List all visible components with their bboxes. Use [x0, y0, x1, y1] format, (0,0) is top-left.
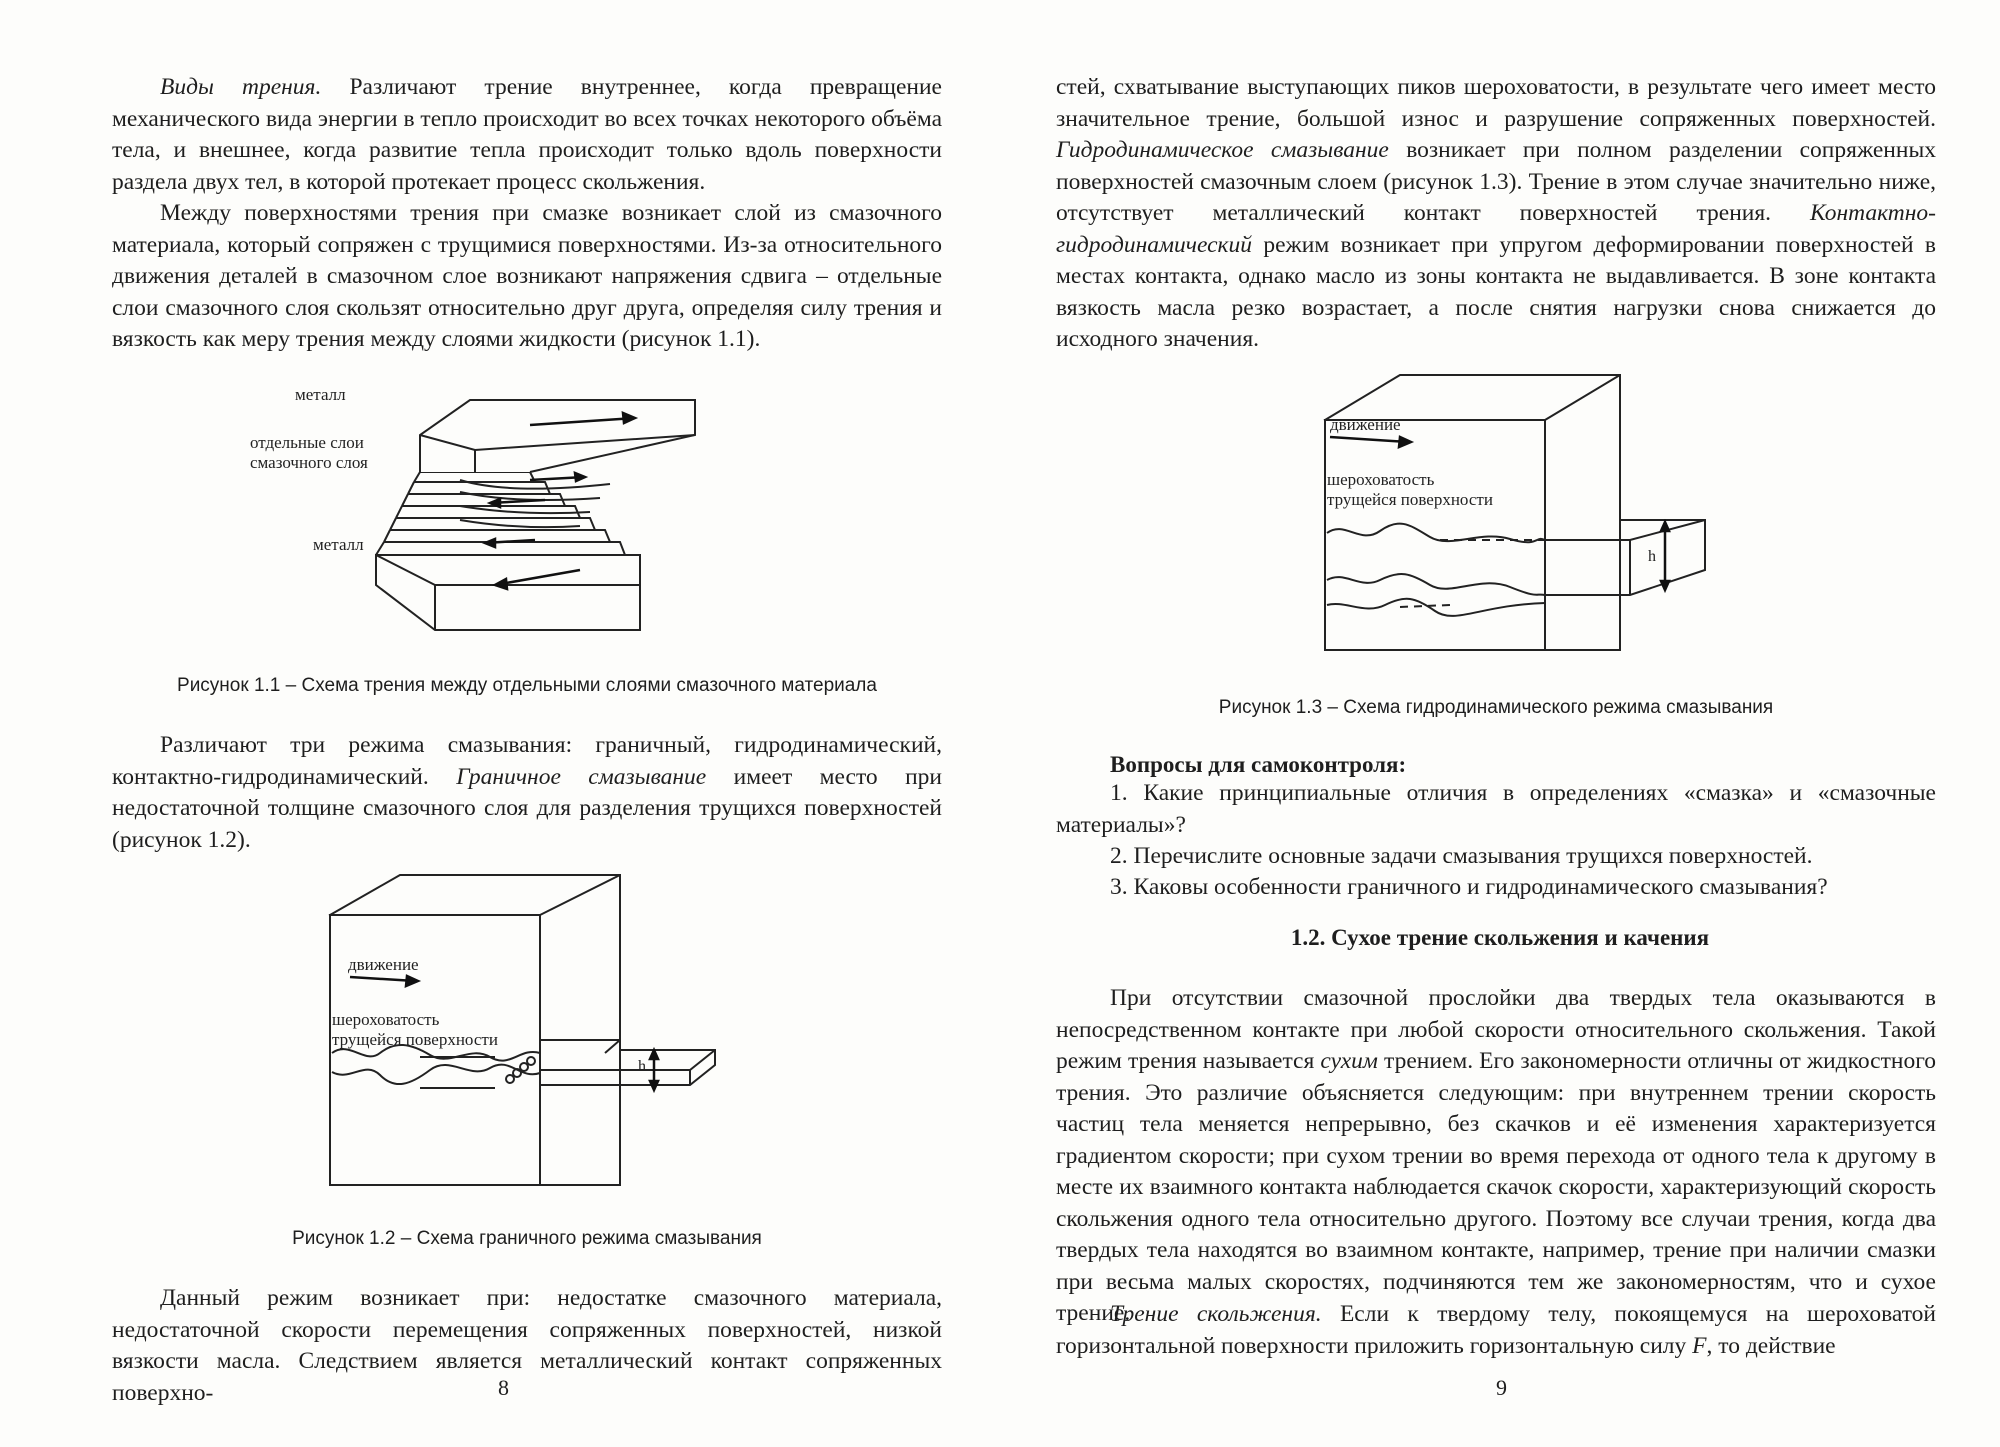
paragraph-lubrication-modes [112, 730, 942, 856]
paragraph-text: , то действие [1706, 1332, 1836, 1359]
paragraph-text: Различают три режима смазывания: граничный, гидродинамический, контактно-гидродинамический. [112, 732, 942, 790]
figure-1-2-boundary [320, 875, 720, 1195]
paragraph-friction-types [112, 72, 942, 198]
questions-title: Вопросы для самоконтроля: [1110, 752, 1407, 777]
label-roughness-line1: шероховатость [332, 1010, 440, 1029]
paragraph-text: возникает при полном разделении сопряженных поверхностей смазочным слоем (рисунок 1.3). Трение в этом случае значительно ниже, отсутствует металлический контакт поверхностей трения. [1056, 137, 1936, 226]
label-metal-bottom: металл [313, 535, 364, 554]
page-number-left: 8 [498, 1375, 509, 1400]
paragraph-text: При отсутствии смазочной прослойки два твердых тела оказываются в непосредственном контакте при любой скорости относительного скольжения. Такой режим трения называется [1056, 985, 1936, 1074]
label-h: h [638, 1058, 646, 1075]
label-roughness-line2: трущейся поверхности [1327, 490, 1493, 509]
label-motion: движение [348, 955, 419, 974]
figure-1-2-caption: Рисунок 1.2 – Схема граничного режима смазывания [292, 1228, 762, 1249]
label-metal-top: металл [295, 385, 346, 404]
label-roughness-line2: трущейся поверхности [332, 1030, 498, 1049]
emphasis-friction-types: Виды трения. [160, 74, 322, 100]
question-1 [1056, 778, 1936, 841]
emphasis-dry: сухим [1320, 1048, 1378, 1074]
emphasis-contact-hydrodynamic: Контактно-гидродинамический [1056, 200, 1936, 258]
paragraph-text: трением. Его закономерности отличны от жидкостного трения. Это различие объясняется следующим: при внутреннем трении скорость частиц тела меняется непрерывно, без скачков и её изменения характеризуется градиентом скорости; при сухом трении во время перехода от одного тела к другому в месте их взаимного контакта наблюдается скачок скорости, характеризующий скорость скольжения одного тела относительно другого. Поэтому все случаи трения, когда два твердых тела находятся во взаимном контакте, например, трение при наличии смазки при весьма малых скоростях, подчиняются тем же закономерностям, что и сухое трение. [1056, 1048, 1936, 1326]
force-symbol: F [1692, 1332, 1707, 1359]
paragraph-lubrication-continued [1056, 72, 1936, 356]
figure-1-3-hydrodynamic [1320, 375, 1710, 665]
paragraph-text: Если к твердому телу, покоящемуся на шероховатой горизонтальной поверхности приложить горизонтальную силу [1056, 1301, 1936, 1359]
label-roughness-line1: шероховатость [1327, 470, 1435, 489]
label-h: h [1648, 548, 1656, 565]
paragraph-text: Данный режим возникает при: недостатке смазочного материала, недостаточной скорости перемещения сопряженных поверхностей, низкой вязкости масла. Следствием является металлический контакт сопряженных поверхно- [112, 1285, 942, 1406]
label-layers-line1: отдельные слои [250, 433, 364, 452]
paragraph-text: имеет место при недостаточной толщине смазочного слоя для разделения трущихся поверхностей (рисунок 1.2). [112, 763, 943, 853]
page-number-right: 9 [1496, 1375, 1507, 1400]
figure-1-3-caption: Рисунок 1.3 – Схема гидродинамического режима смазывания [1218, 697, 1774, 718]
figure-1-1-caption: Рисунок 1.1 – Схема трения между отдельными слоями смазочного материала [177, 675, 877, 696]
right-page [1000, 0, 2000, 1447]
label-motion: движение [1330, 415, 1401, 434]
emphasis-sliding-friction: Трение скольжения. [1110, 1301, 1322, 1327]
paragraph-sliding-friction [1056, 1299, 1936, 1362]
paragraph-text: Между поверхностями трения при смазке возникает слой из смазочного материала, который сопряжен с трущимися поверхностями. Из-за относительного движения деталей в смазочном слое возникают напряжения сдвига – отдельные слои смазочного слоя скользят относительно друг друга, определяя силу трения и вязкость как меру трения между слоями жидкости (рисунок 1.1). [112, 200, 942, 352]
paragraph-text: стей, схватывание выступающих пиков шероховатости, в результате чего имеет место значительное трение, большой износ и разрушение сопряженных поверхностей. [1056, 74, 1936, 132]
paragraph-dry-friction [1056, 983, 1936, 1330]
paragraph-lubricant-layer [112, 198, 942, 356]
emphasis-hydrodynamic: Гидродинамическое смазывание [1056, 137, 1389, 163]
figure-1-1-layers [250, 380, 730, 650]
question-3: 3. Каковы особенности граничного и гидродинамического смазывания? [1110, 874, 1828, 900]
section-title: 1.2. Сухое трение скольжения и качения [1290, 925, 1710, 950]
label-layers-line2: смазочного слоя [250, 453, 368, 472]
emphasis-boundary-lubrication: Граничное смазывание [456, 763, 707, 790]
question-2: 2. Перечислите основные задачи смазывания трущихся поверхностей. [1110, 843, 1813, 869]
question-text: 1. Какие принципиальные отличия в определениях «смазка» и «смазочные материалы»? [1056, 780, 1936, 838]
paragraph-text: режим возникает при упругом деформировании поверхностей в местах контакта, однако масло из зоны контакта не выдавливается. В зоне контакта вязкость масла резко возрастает, а после снятия нагрузки снова снижается до исходного значения. [1056, 231, 1936, 352]
paragraph-boundary-conditions [112, 1283, 942, 1409]
paragraph-text: Различают трение внутреннее, когда превращение механического вида энергии в тепло происходит во всех точках некоторого объёма тела, и внешнее, когда развитие тепла происходит только вдоль поверхности раздела двух тел, в которой протекает процесс скольжения. [112, 74, 942, 195]
